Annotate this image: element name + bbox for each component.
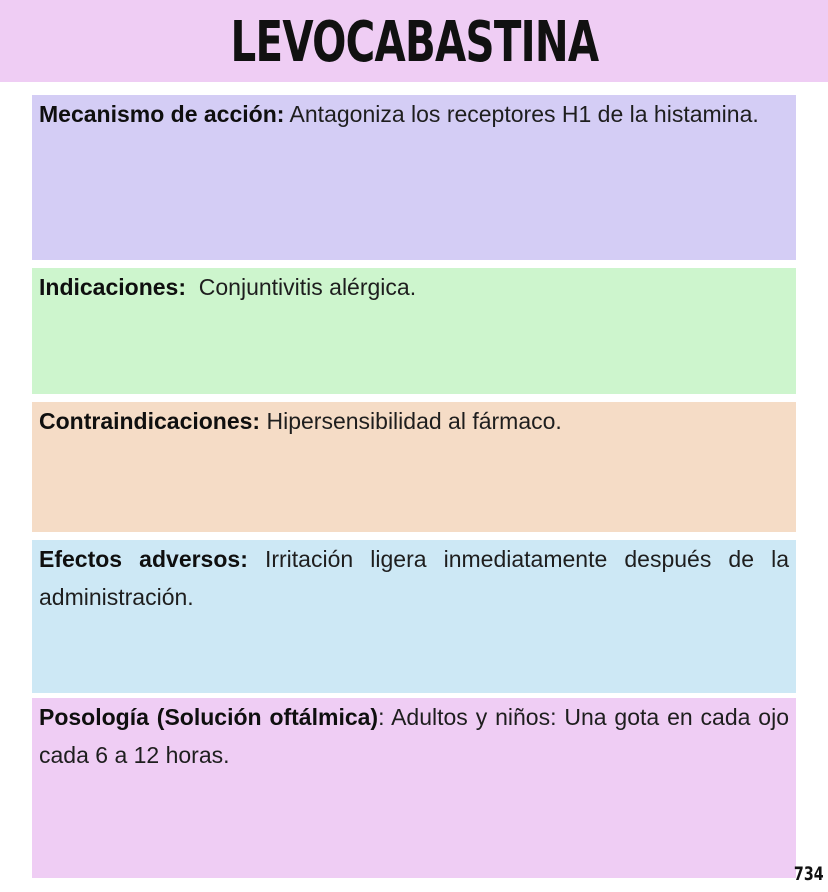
title-band (0, 0, 828, 82)
section-paragraph (39, 402, 789, 440)
section-label: Posología (Solución oftálmica) (39, 704, 379, 730)
section-text: Hipersensibilidad al fármaco. (266, 408, 562, 434)
page-title: LEVOCABASTINA (230, 10, 598, 75)
section-paragraph (39, 95, 789, 133)
section-efectos-adversos (32, 540, 796, 693)
section-paragraph (39, 540, 789, 616)
section-indicaciones (32, 268, 796, 394)
section-paragraph (39, 698, 789, 774)
section-mecanismo (32, 95, 796, 260)
section-text: Irritación ligera inmediatamente después de la administración. (39, 546, 790, 610)
section-separator (186, 274, 199, 300)
section-text: Antagoniza los receptores H1 de la histamina. (289, 101, 759, 127)
section-label: Mecanismo de acción: (39, 101, 285, 127)
section-separator: : (378, 704, 392, 730)
section-text: Conjuntivitis alérgica. (198, 274, 417, 300)
section-contraindicaciones (32, 402, 796, 532)
section-label: Efectos adversos: (39, 546, 248, 572)
section-paragraph (39, 268, 789, 306)
section-label: Indicaciones: (39, 274, 186, 300)
section-text: Adultos y niños: Una gota en cada ojo cada 6 a 12 horas. (39, 704, 789, 768)
section-label: Contraindicaciones: (39, 408, 261, 434)
section-separator (248, 546, 265, 572)
section-posologia (32, 698, 796, 878)
page-number: 734 (794, 863, 824, 885)
